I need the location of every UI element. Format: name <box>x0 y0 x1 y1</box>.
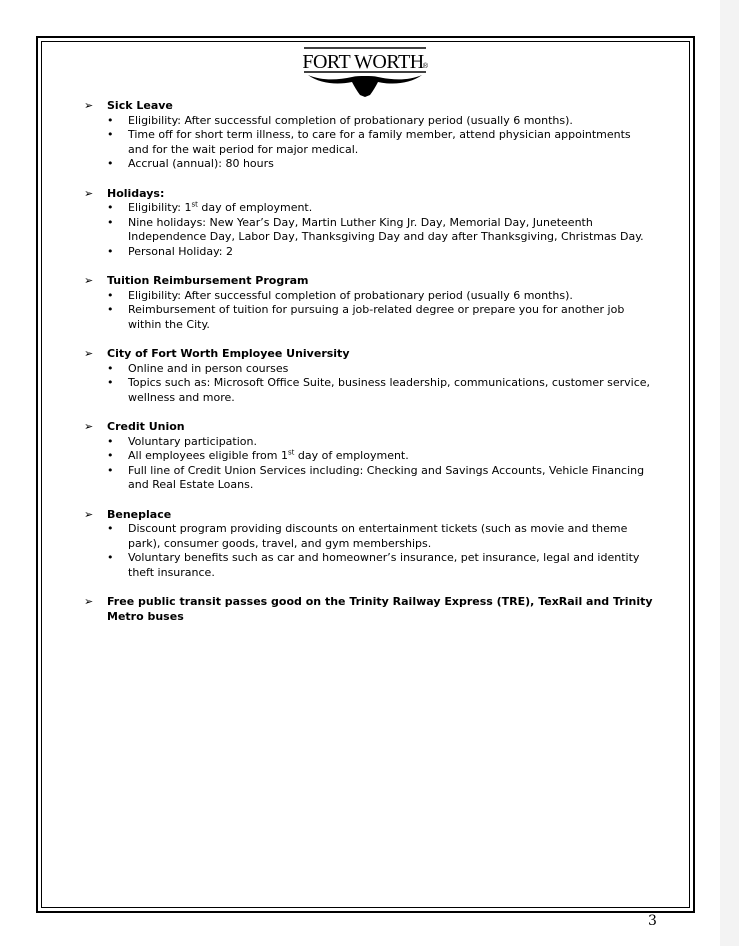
bullet-dot-icon: • <box>107 376 114 390</box>
section-title: Sick Leave <box>107 99 173 112</box>
arrow-bullet-icon: ➢ <box>84 347 94 361</box>
bullet-dot-icon: • <box>107 201 114 215</box>
arrow-bullet-icon: ➢ <box>84 595 94 609</box>
bullet-dot-icon: • <box>107 215 114 229</box>
list-item: • Discount program providing discounts on entertainment tickets (such as movie and theme park), consumer goods, travel, and gym memberships. <box>107 522 628 550</box>
arrow-bullet-icon: ➢ <box>84 507 94 521</box>
section-holidays <box>84 187 654 260</box>
list-item: • All employees eligible from 1st day of employment. <box>107 448 409 463</box>
section-employee-university <box>84 347 654 405</box>
bullet-dot-icon: • <box>107 551 114 565</box>
bullet-list <box>84 201 654 259</box>
bullet-dot-icon: • <box>107 522 114 536</box>
section-tuition-reimbursement <box>84 274 654 332</box>
section-title: Holidays: <box>107 186 165 200</box>
section-beneplace <box>84 508 654 581</box>
fort-worth-logo <box>300 44 430 98</box>
section-title: City of Fort Worth Employee University <box>107 347 350 361</box>
bullet-dot-icon: • <box>107 288 114 302</box>
bullet-dot-icon: • <box>107 157 114 171</box>
section-title: Credit Union <box>107 420 185 434</box>
bullet-dot-icon: • <box>107 113 114 127</box>
list-item: • Personal Holiday: 2 <box>107 244 234 258</box>
list-item: • Topics such as: Microsoft Office Suite, business leadership, communications, customer service, wellness and more. <box>107 376 651 404</box>
bullet-list <box>84 114 654 172</box>
section-title: Free public transit passes good on the Trinity Railway Express (TRE), TexRail and Trinity Metro buses <box>107 595 653 623</box>
section-transit-passes <box>84 595 654 624</box>
page-number: 3 <box>648 913 657 929</box>
list-item: • Eligibility: 1st day of employment. <box>107 200 313 215</box>
section-sick-leave <box>84 99 654 172</box>
bullet-dot-icon: • <box>107 463 114 477</box>
bullet-list <box>84 289 654 333</box>
bullet-list <box>84 435 654 493</box>
bullet-dot-icon: • <box>107 361 114 375</box>
list-item: • Voluntary participation. <box>107 434 257 448</box>
list-item: • Nine holidays: New Year’s Day, Martin Luther King Jr. Day, Memorial Day, Juneteenth Independence Day, Labor Day, Thanksgiving Day and day after Thanksgiving, Christmas Day. <box>107 215 644 244</box>
section-credit-union <box>84 420 654 493</box>
list-item: • Time off for short term illness, to care for a family member, attend physician appointments and for the wait period for major medical. <box>107 128 631 156</box>
list-item: • Eligibility: After successful completion of probationary period (usually 6 months). <box>107 113 573 127</box>
list-item: • Reimbursement of tuition for pursuing a job-related degree or prepare you for another job within the City. <box>107 303 625 331</box>
longhorn-icon <box>308 75 422 97</box>
section-title: Tuition Reimbursement Program <box>107 274 309 288</box>
arrow-bullet-icon: ➢ <box>84 274 94 288</box>
logo-wordmark: FORT WORTH <box>302 51 424 73</box>
list-item: • Full line of Credit Union Services including: Checking and Savings Accounts, Vehicle Financing and Real Estate Loans. <box>107 463 645 492</box>
list-item: • Eligibility: After successful completion of probationary period (usually 6 months). <box>107 288 573 302</box>
right-gutter <box>720 0 739 946</box>
list-item: • Voluntary benefits such as car and homeowner’s insurance, pet insurance, legal and identity theft insurance. <box>107 551 640 579</box>
benefits-content <box>84 99 654 639</box>
list-item: • Accrual (annual): 80 hours <box>107 157 274 171</box>
bullet-list <box>84 522 654 580</box>
list-item: • Online and in person courses <box>107 361 289 375</box>
arrow-bullet-icon: ➢ <box>84 420 94 434</box>
bullet-dot-icon: • <box>107 303 114 317</box>
bullet-dot-icon: • <box>107 128 114 142</box>
arrow-bullet-icon: ➢ <box>84 99 94 112</box>
section-title: Beneplace <box>107 507 172 521</box>
logo-registered-mark: ® <box>422 63 428 70</box>
arrow-bullet-icon: ➢ <box>84 186 94 200</box>
bullet-dot-icon: • <box>107 434 114 448</box>
bullet-dot-icon: • <box>107 449 114 463</box>
bullet-list <box>84 362 654 406</box>
bullet-dot-icon: • <box>107 244 114 258</box>
